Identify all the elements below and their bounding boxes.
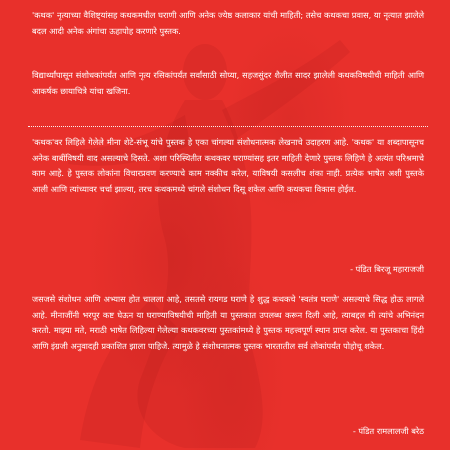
signature-ramlal: - पंडित रामलालजी बरेठ [352,426,424,436]
review-birju-paragraph: 'कथक'वर लिहिले गेलेले मीना शेटे-संभू यांचे पुस्तक हे एका चांगल्या संशोधनात्मक लेखनाचे उदाहरण आहे. 'कथक' या शब्दापासूनच अनेक बाबींविषयी वाद असल्याचे दिसते. अशा परिस्थितीत कथकवर घराण्यांसह इतर माहिती देणारे पुस्तक लिहिणे हे अत्यंत परिश्रमाचे काम आहे. हे पुस्तक लोकांना विचारप्रवण करण्याचे काम नक्कीच करेल, याविषयी कसलीच शंका नाही. प्रत्येक भाषेत अशी पुस्तके आली आणि त्यांच्यावर चर्चा झाल्या, तरच कथकमध्ये चांगले संशोधन दिसू शकेल आणि कथकचा विकास होईल. [32,137,424,194]
audience-paragraph: विद्यार्थ्यांपासून संशोधकांपर्यंत आणि नृत्य रसिकांपर्यंत सर्वांसाठी सोप्या, सहजसुंदर शैलीत सादर झालेली कथकविषयीची माहिती आणि आकर्षक छायाचित्रे यांचा खजिना. [32,70,424,96]
section-divider [28,126,428,127]
review-ramlal-paragraph: जसजसे संशोधन आणि अभ्यास होत चालला आहे, तसतसे रायगड घराणे हे शुद्ध कथकचे 'स्वतंत्र घराणे' असल्याचे सिद्ध होऊ लागले आहे. मीनाजींनी भरपूर कष्ट घेऊन या घराण्याविषयीची माहिती या पुस्तकात उपलब्ध करून दिली आहे, त्याबद्दल मी त्यांचे अभिनंदन करतो. माझ्या मते, मराठी भाषेत लिहिल्या गेलेल्या कथकवरच्या पुस्तकांमध्ये हे पुस्तक महत्त्वपूर्ण स्थान प्राप्त करेल. या पुस्तकाचा हिंदी आणि इंग्रजी अनुवादही प्रकाशित झाला पाहिजे. त्यामुळे हे संशोधनात्मक पुस्तक भारतातील सर्व लोकांपर्यंत पोहोचू शकेल. [32,294,424,351]
signature-birju: - पंडित बिरजू महाराजजी [350,264,424,274]
intro-paragraph: 'कथक' नृत्याच्या वैशिष्ट्यांसह कथकमधील घराणी आणि अनेक ज्येष्ठ कलाकार यांची माहिती; तसेच कथकचा प्रवास, या नृत्यात झालेले बदल आदी अनेक अंगांचा ऊहापोह करणारे पुस्तक. [32,10,424,36]
